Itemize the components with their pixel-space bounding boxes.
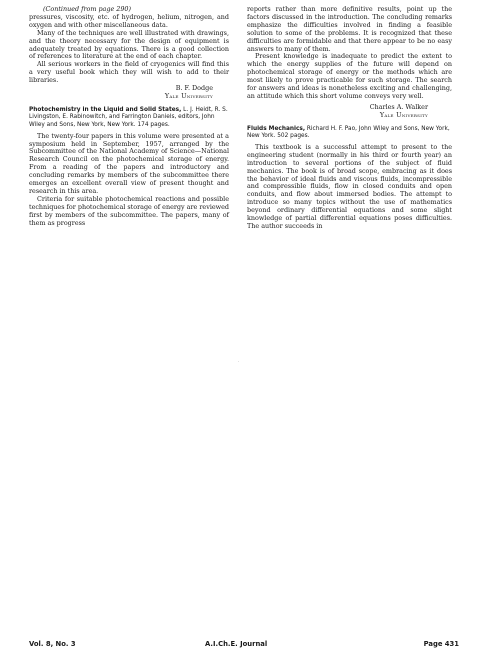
review1-signature [29,85,219,101]
review3-heading [247,126,452,141]
review2-paragraph-continued: reports rather than more definitive results, point up the factors discussed in the introduction. The concluding remarks emphasize the difficulties involved in finding a feasible solution to some of the problems. It is recognized that these difficulties are formidable and that there appear to be no easy answers to many of them. [247,5,452,53]
review2-details: L. J. Heidt, R. S. Livingston, E. Rabinowitch, and Farrington Daniels, editors, John Wiley and Sons, New York, New York. 174 pages. [29,106,228,129]
reviewer-name: Charles A. Walker [369,102,428,111]
continued-note: (Continued from page 290) [43,5,131,13]
left-column [29,6,229,228]
review2-signature [247,104,434,120]
review2-paragraph: The twenty-four papers in this volume were presented at a symposium held in September, 1957, arranged by the Subcommittee of the National Academy of Science—National Research Council on the photochemical storage of energy. From a reading of the papers and introductory and concluding remarks by members of the subcommittee there emerges an excellent overall view of present thought and research in this area. [29,131,229,195]
review2-paragraph: Present knowledge is inadequate to predict the extent to which the energy supplies of the future will depend on photochemical storage of energy or the methods which are most likely to prove practicable for such storage. The search for answers and ideas is nonetheless exciting and challenging, an attitude which this short volume conveys very well. [247,52,452,100]
review1-paragraph: All serious workers in the field of cryogenics will find this a very useful book which they will wish to add to their libraries. [29,60,229,85]
review2-paragraph: Criteria for suitable photochemical reactions and possible techniques for photochemical storage of energy are reviewed first by members of the subcommittee. The papers, many of them as progress [29,194,229,227]
reviewer-affiliation: Yale University [379,110,428,119]
review3-title: Fluids Mechanics, [247,125,306,132]
footer-volume: Vol. 8, No. 3 [29,640,76,648]
review2-title: Photochemistry in the Liquid and Solid States, [29,106,182,113]
right-column [247,6,452,231]
footer-page-number: Page 431 [423,640,459,648]
review1-paragraph-end: pressures, viscosity, etc. of hydrogen, helium, nitrogen, and oxygen and with other miscellaneous data. [29,12,229,29]
review1-paragraph: Many of the techniques are well illustrated with drawings, and the theory necessary for the design of equipment is adequately treated by equations. There is a good collection of references to literature at the end of each chapter. [29,28,229,61]
review2-heading [29,107,229,130]
page-footer [29,640,459,650]
center-mark: · [238,359,240,364]
footer-journal: A.I.Ch.E. Journal [205,640,268,648]
review3-paragraph: This textbook is a successful attempt to present to the engineering student (normally in his third or fourth year) an introduction to several portions of the subject of fluid mechanics. The book is of broad scope, embracing as it does the behavior of ideal fluids and viscous fluids, incompressible and compressible fluids, flow in closed conduits and open conduits, and flow about immersed bodies. The attempt to introduce so many topics without the use of mathematics beyond ordinary differential equations and some slight knowledge of partial differential equations poses difficulties. The author succeeds in [247,142,452,230]
reviewer-name: B. F. Dodge [175,84,213,93]
reviewer-affiliation: Yale University [164,91,213,100]
review3-details: Richard H. F. Pao, John Wiley and Sons, New York, New York. 502 pages. [247,125,450,140]
